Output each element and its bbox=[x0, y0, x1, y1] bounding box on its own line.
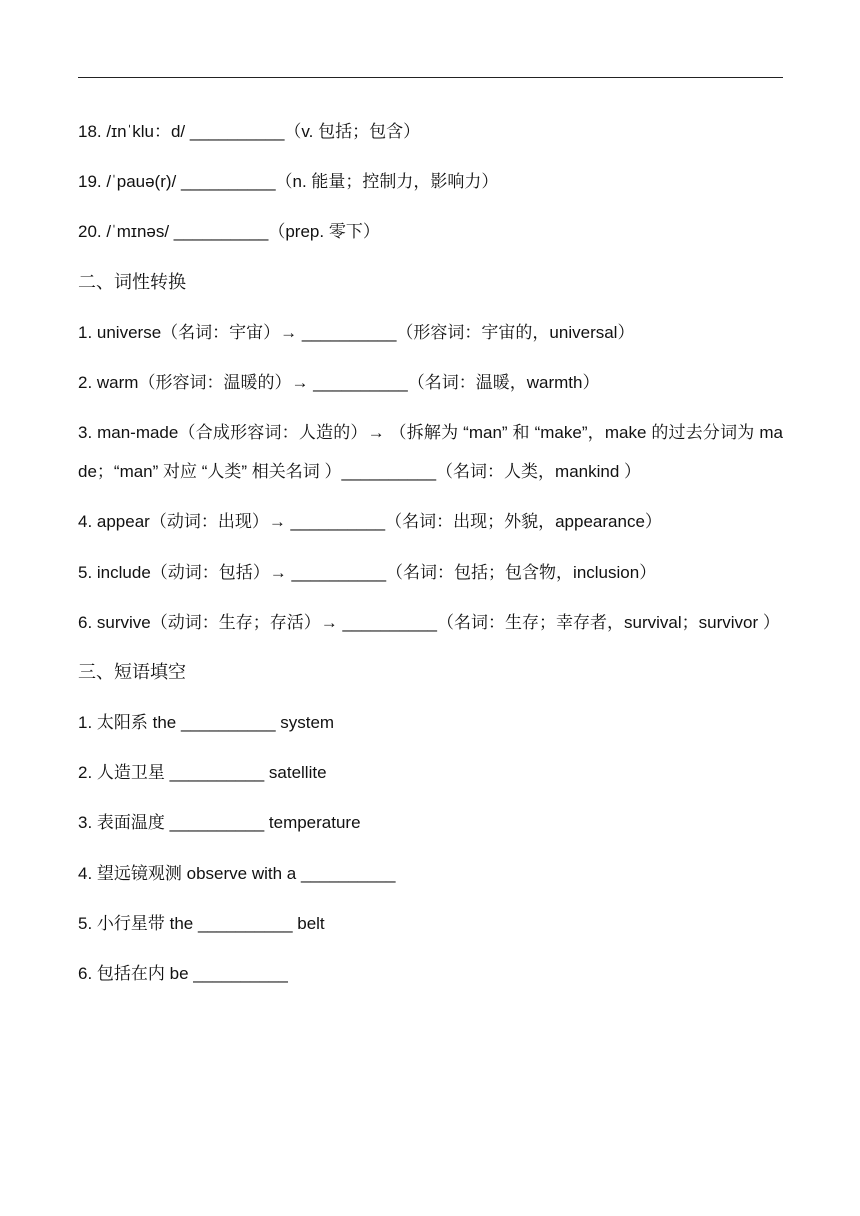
section-heading-phrase-fill: 三、短语填空 bbox=[78, 661, 186, 682]
vocab-item-18: 18. /ɪnˈklu：d/ __________（v. 包括；包含） bbox=[78, 122, 421, 141]
conversion-item-2: 2. warm（形容词：温暖的）→ __________（名词：温暖，warmth） bbox=[78, 372, 600, 392]
phrase-item-4: 4. 望远镜观测 observe with a __________ bbox=[78, 863, 396, 883]
phrase-item-5: 5. 小行星带 the __________ belt bbox=[78, 913, 325, 933]
phrase-item-2: 2. 人造卫星 __________ satellite bbox=[78, 763, 327, 783]
document-body bbox=[78, 112, 783, 1004]
conversion-item-6: 6. survive（动词：生存；存活）→ __________（名词：生存；幸存者，survival；survivor ） bbox=[78, 612, 780, 632]
conversion-item-3: 3. man-made（合成形容词：人造的）→ （拆解为 “man” 和 “make”，make 的过去分词为 made；“man” 对应 “人类” 相关名词 ）__________（名词：人类，mankind ） bbox=[78, 423, 783, 482]
conversion-item-1: 1. universe（名词：宇宙）→ __________（形容词：宇宙的，universal） bbox=[78, 322, 635, 342]
conversion-item-4: 4. appear（动词：出现）→ __________（名词：出现；外貌，appearance） bbox=[78, 512, 662, 532]
vocab-item-20: 20. /ˈmɪnəs/ __________（prep. 零下） bbox=[78, 222, 380, 242]
phrase-item-3: 3. 表面温度 __________ temperature bbox=[78, 813, 361, 833]
vocab-item-19: 19. /ˈpauə(r)/ __________（n. 能量；控制力，影响力） bbox=[78, 172, 499, 192]
header-divider bbox=[78, 77, 783, 78]
section-heading-word-conversion: 二、词性转换 bbox=[78, 271, 186, 292]
phrase-item-1: 1. 太阳系 the __________ system bbox=[78, 713, 335, 733]
document-page bbox=[78, 0, 783, 1216]
conversion-item-5: 5. include（动词：包括）→ __________（名词：包括；包含物，inclusion） bbox=[78, 562, 657, 582]
phrase-item-6: 6. 包括在内 be __________ bbox=[78, 964, 288, 983]
